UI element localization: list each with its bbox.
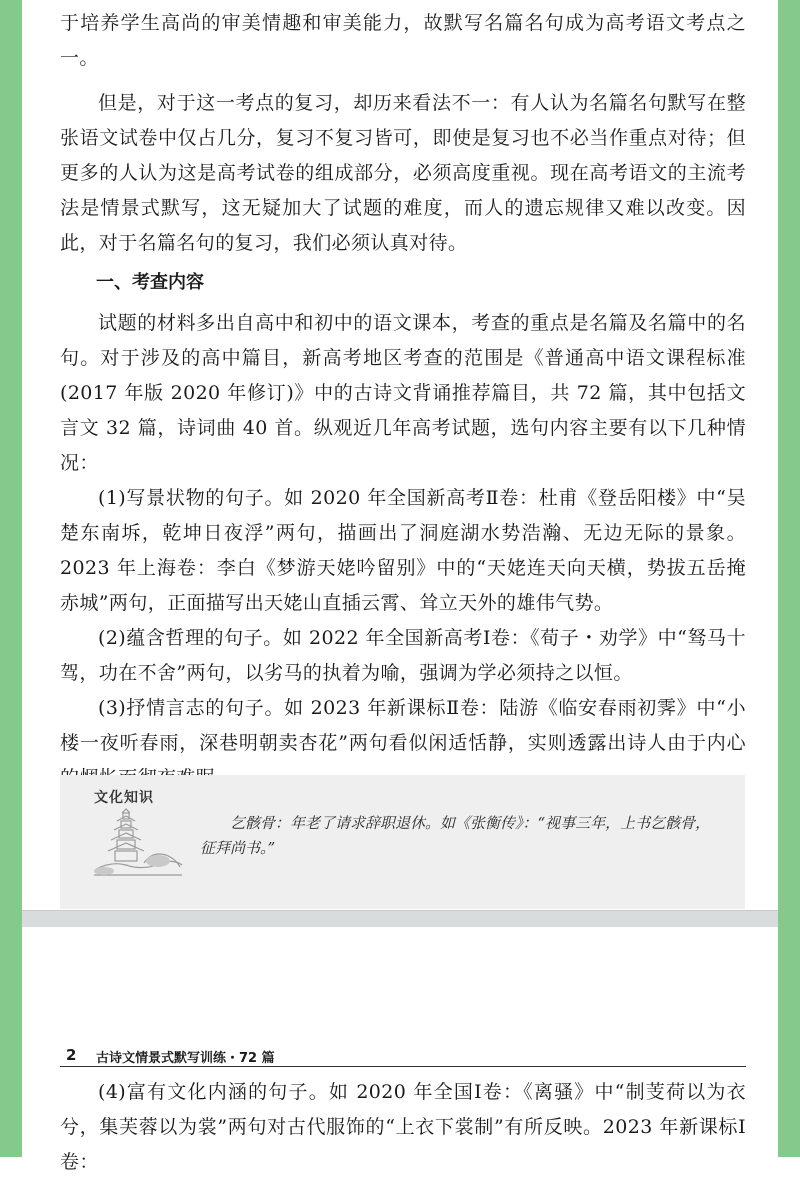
paragraph: (1)写景状物的句子。如 2020 年全国新高考Ⅱ卷：杜甫《登岳阳楼》中“吴楚东南坼，乾坤日夜浮”两句，描画出了洞庭湖水势浩瀚、无边无际的景象。2023 年上海卷：李白《梦游天姥吟留别》中的“天姥连天向天横，势拔五岳掩赤城”两句，正面描写出天姥山直插云霄、耸立天外的雄伟气势。 [60, 487, 746, 614]
pagoda-icon [92, 805, 184, 879]
paragraph: 试题的材料多出自高中和初中的语文课本，考查的重点是名篇及名篇中的名句。对于涉及的高中篇目，新高考地区考查的范围是《普通高中语文课程标准(2017 年版 2020 年修订)》中的古诗文背诵推荐篇目，共 72 篇，其中包括文言文 32 篇，诗词曲 40 首。纵观近几年高考试题，选句内容主要有以下几种情况： [60, 312, 746, 474]
page-number: 2 [66, 1046, 77, 1064]
culture-box-text: 乞骸骨：年老了请求辞职退休。如《张衡传》：“视事三年，上书乞骸骨，征拜尚书。” [200, 814, 711, 857]
page-2-body [60, 1075, 746, 1180]
paragraph: 但是，对于这一考点的复习，却历来看法不一：有人认为名篇名句默写在整张语文试卷中仅占几分，复习不复习皆可，即使是复习也不必当作重点对待；但更多的人认为这是高考试卷的组成部分，必须高度重视。现在高考语文的主流考法是情景式默写，这无疑加大了试题的难度，而人的遗忘规律又难以改变。因此，对于名篇名句的复习，我们必须认真对待。 [60, 92, 746, 254]
paragraph: (4)富有文化内涵的句子。如 2020 年全国Ⅰ卷：《离骚》中“制芰荷以为衣兮，集芙蓉以为裳”两句对古代服饰的“上衣下裳制”有所反映。2023 年新课标Ⅰ卷： [60, 1081, 746, 1173]
right-green-border [778, 0, 800, 1157]
page-gap [22, 910, 778, 928]
section-heading: 一、考查内容 [96, 272, 204, 293]
paragraph: 于培养学生高尚的审美情趣和审美能力，故默写名篇名句成为高考语文考点之一。 [60, 12, 746, 69]
left-green-border [0, 0, 22, 1157]
running-title: 古诗文情景式默写训练・72 篇 [96, 1051, 275, 1066]
page-1-body [60, 6, 746, 796]
culture-knowledge-box [60, 775, 745, 909]
header-rule [60, 1066, 746, 1067]
paragraph: (3)抒情言志的句子。如 2023 年新课标Ⅱ卷：陆游《临安春雨初霁》中“小楼一夜听春雨，深巷明朝卖杏花”两句看似闲适恬静，实则透露出诗人由于内心 [60, 697, 746, 754]
paragraph: (2)蕴含哲理的句子。如 2022 年全国新高考Ⅰ卷：《荀子・劝学》中“驽马十驾，功在不舍”两句，以劣马的执着为喻，强调为学必须持之以恒。 [60, 627, 746, 684]
culture-box-title: 文化知识 [94, 790, 154, 806]
